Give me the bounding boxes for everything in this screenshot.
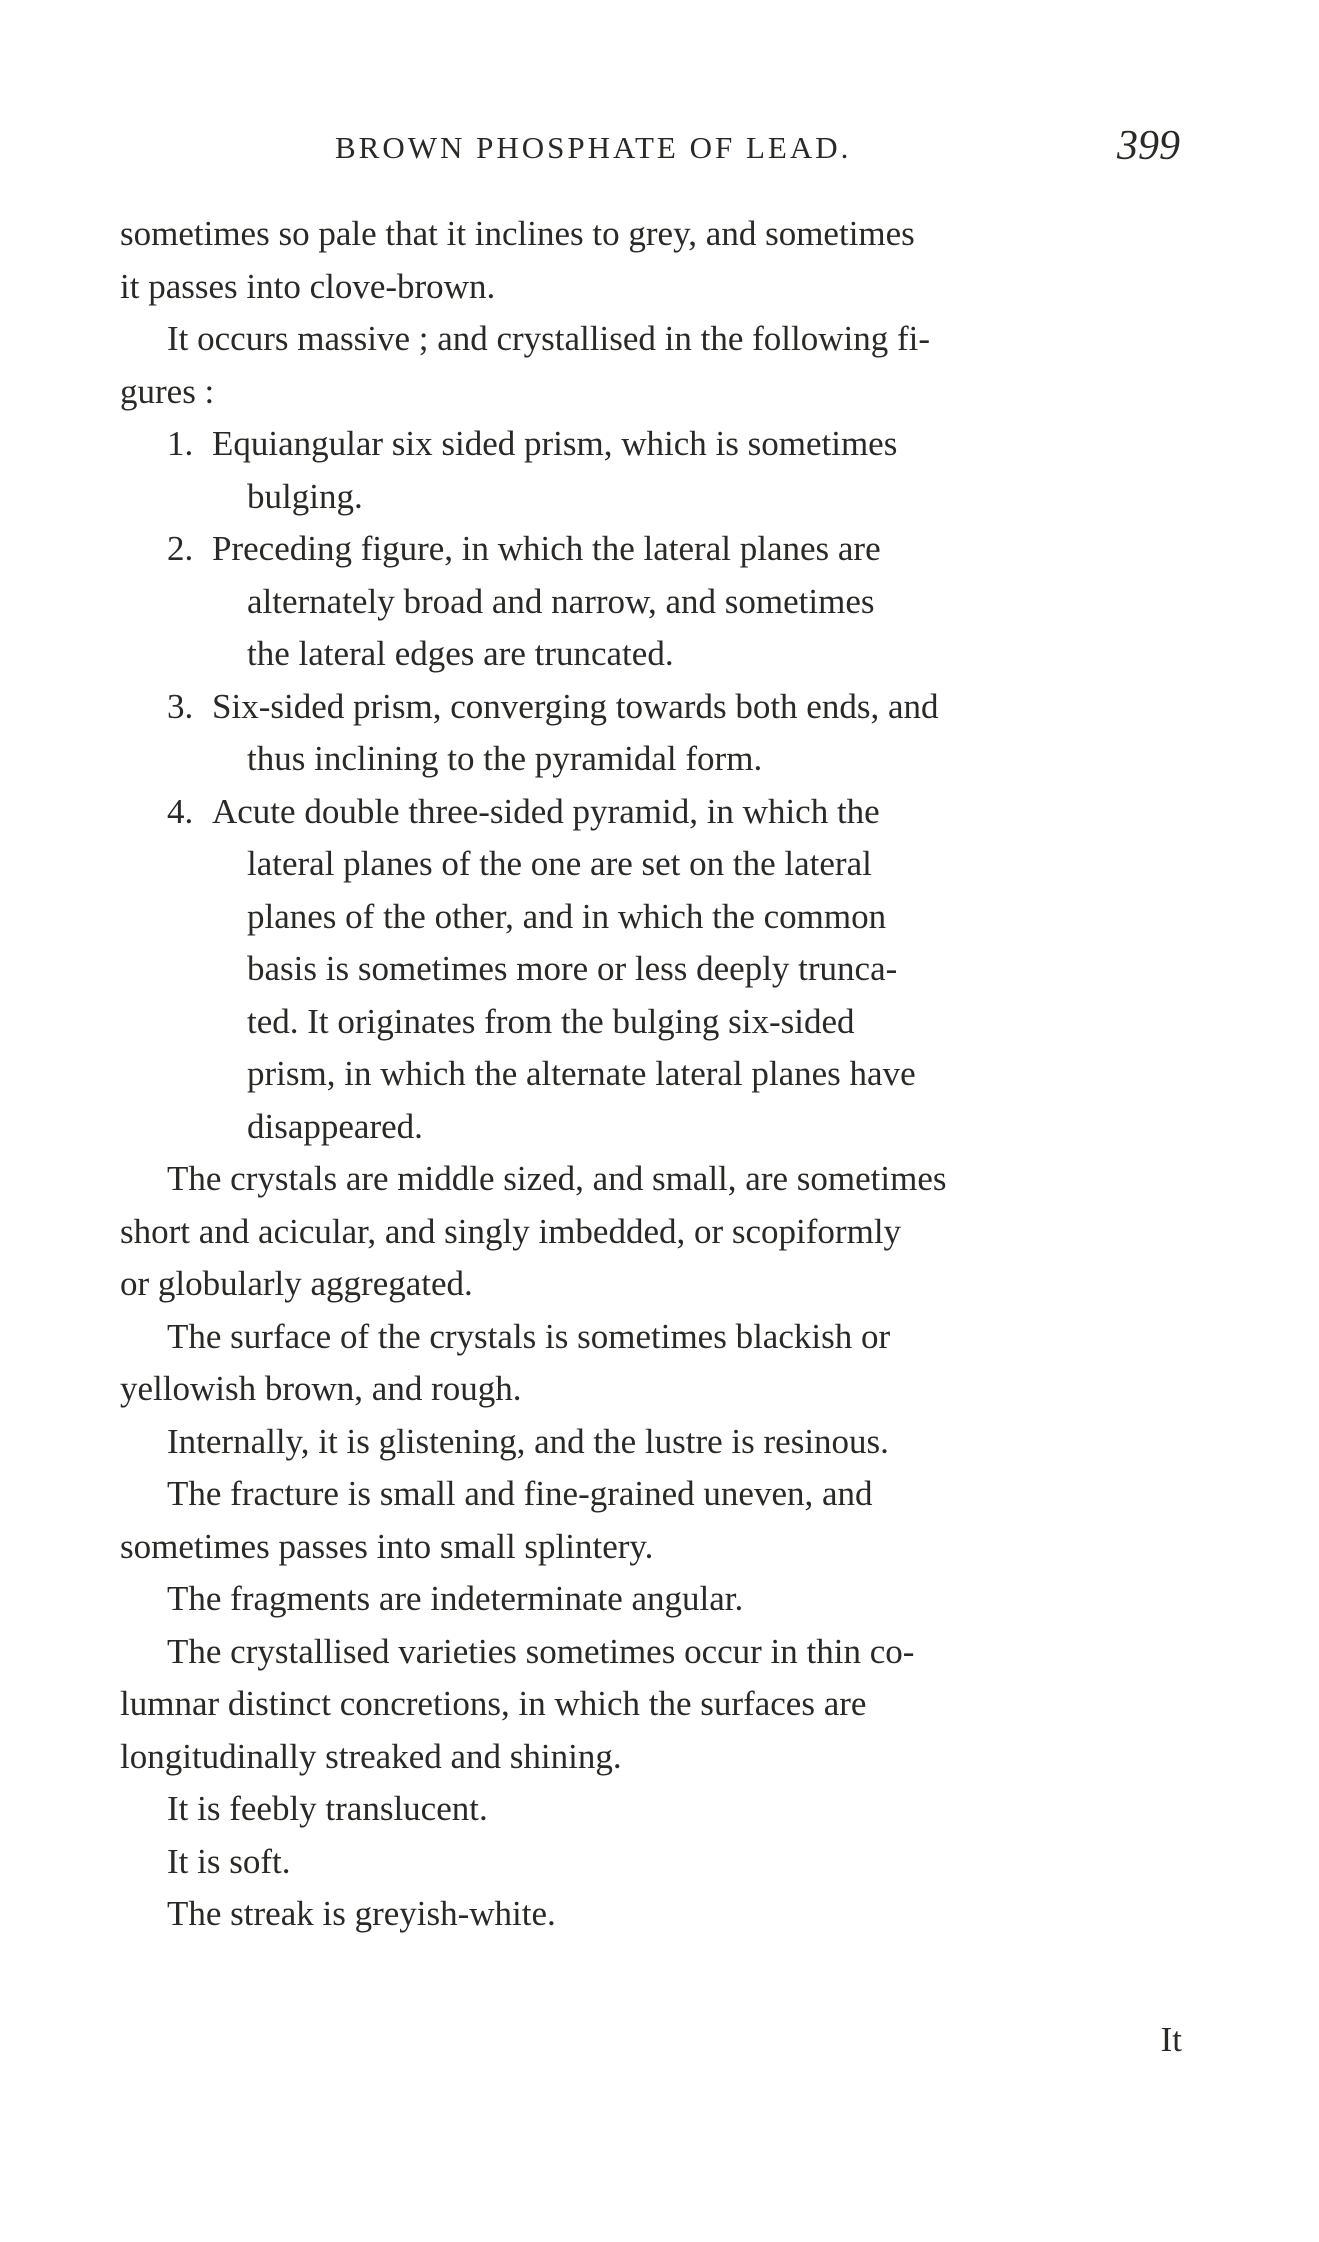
text-line: The surface of the crystals is sometimes blackish or xyxy=(167,1316,891,1356)
page-header xyxy=(120,123,1180,178)
text-line: lumnar distinct concretions, in which the surfaces are xyxy=(120,1684,867,1723)
list-number: 1. xyxy=(167,424,194,463)
list-text: Equiangular six sided prism, which is sometimes xyxy=(212,424,898,463)
catchword: It xyxy=(1160,2020,1182,2059)
text-line: The crystallised varieties sometimes occur in thin co- xyxy=(167,1631,915,1671)
text-line: The fragments are indeterminate angular. xyxy=(167,1579,744,1618)
list-item-2 xyxy=(120,523,1180,576)
text-line: gures : xyxy=(120,371,215,411)
text-line: or globularly aggregated. xyxy=(120,1264,473,1303)
list-item-1 xyxy=(120,418,1180,471)
body-text xyxy=(120,208,1180,1941)
list-number: 3. xyxy=(167,686,194,726)
text-line: the lateral edges are truncated. xyxy=(247,634,674,673)
text-line: prism, in which the alternate lateral planes have xyxy=(247,1054,916,1093)
text-line: short and acicular, and singly imbedded, or scopiformly xyxy=(120,1211,902,1251)
text-line: bulging. xyxy=(247,476,363,516)
text-line: sometimes so pale that it inclines to grey, and sometimes xyxy=(120,214,915,253)
text-line: It occurs massive ; and crystallised in the following fi- xyxy=(167,319,931,358)
text-line: basis is sometimes more or less deeply trunca- xyxy=(247,949,898,988)
list-item-4 xyxy=(120,786,1180,839)
list-text: Six-sided prism, converging towards both ends, and xyxy=(212,686,939,726)
text-line: It is soft. xyxy=(167,1841,291,1881)
text-line: ted. It originates from the bulging six-sided xyxy=(247,1001,855,1041)
text-line: sometimes passes into small splintery. xyxy=(120,1526,654,1566)
text-line: thus inclining to the pyramidal form. xyxy=(247,739,763,778)
running-head: BROWN PHOSPHATE OF LEAD. xyxy=(335,130,852,165)
text-line: The fracture is small and fine-grained uneven, and xyxy=(167,1474,873,1513)
text-line: Internally, it is glistening, and the lustre is resinous. xyxy=(167,1421,889,1461)
text-line: The streak is greyish-white. xyxy=(167,1894,556,1933)
text-line: planes of the other, and in which the common xyxy=(247,896,887,936)
text-line: yellowish brown, and rough. xyxy=(120,1369,522,1408)
text-line: It is feebly translucent. xyxy=(167,1789,488,1828)
text-line: it passes into clove-brown. xyxy=(120,266,496,306)
list-text: Preceding figure, in which the lateral planes are xyxy=(212,529,881,568)
list-number: 2. xyxy=(167,529,194,568)
text-line: lateral planes of the one are set on the lateral xyxy=(247,844,872,883)
page-number: 399 xyxy=(1117,123,1180,169)
list-item-3 xyxy=(120,681,1180,734)
text-line: The crystals are middle sized, and small, are sometimes xyxy=(167,1159,947,1198)
text-line: disappeared. xyxy=(247,1106,423,1146)
text-line: alternately broad and narrow, and sometimes xyxy=(247,581,875,621)
list-number: 4. xyxy=(167,791,194,831)
list-text: Acute double three-sided pyramid, in which the xyxy=(212,791,880,831)
text-line: longitudinally streaked and shining. xyxy=(120,1736,622,1776)
